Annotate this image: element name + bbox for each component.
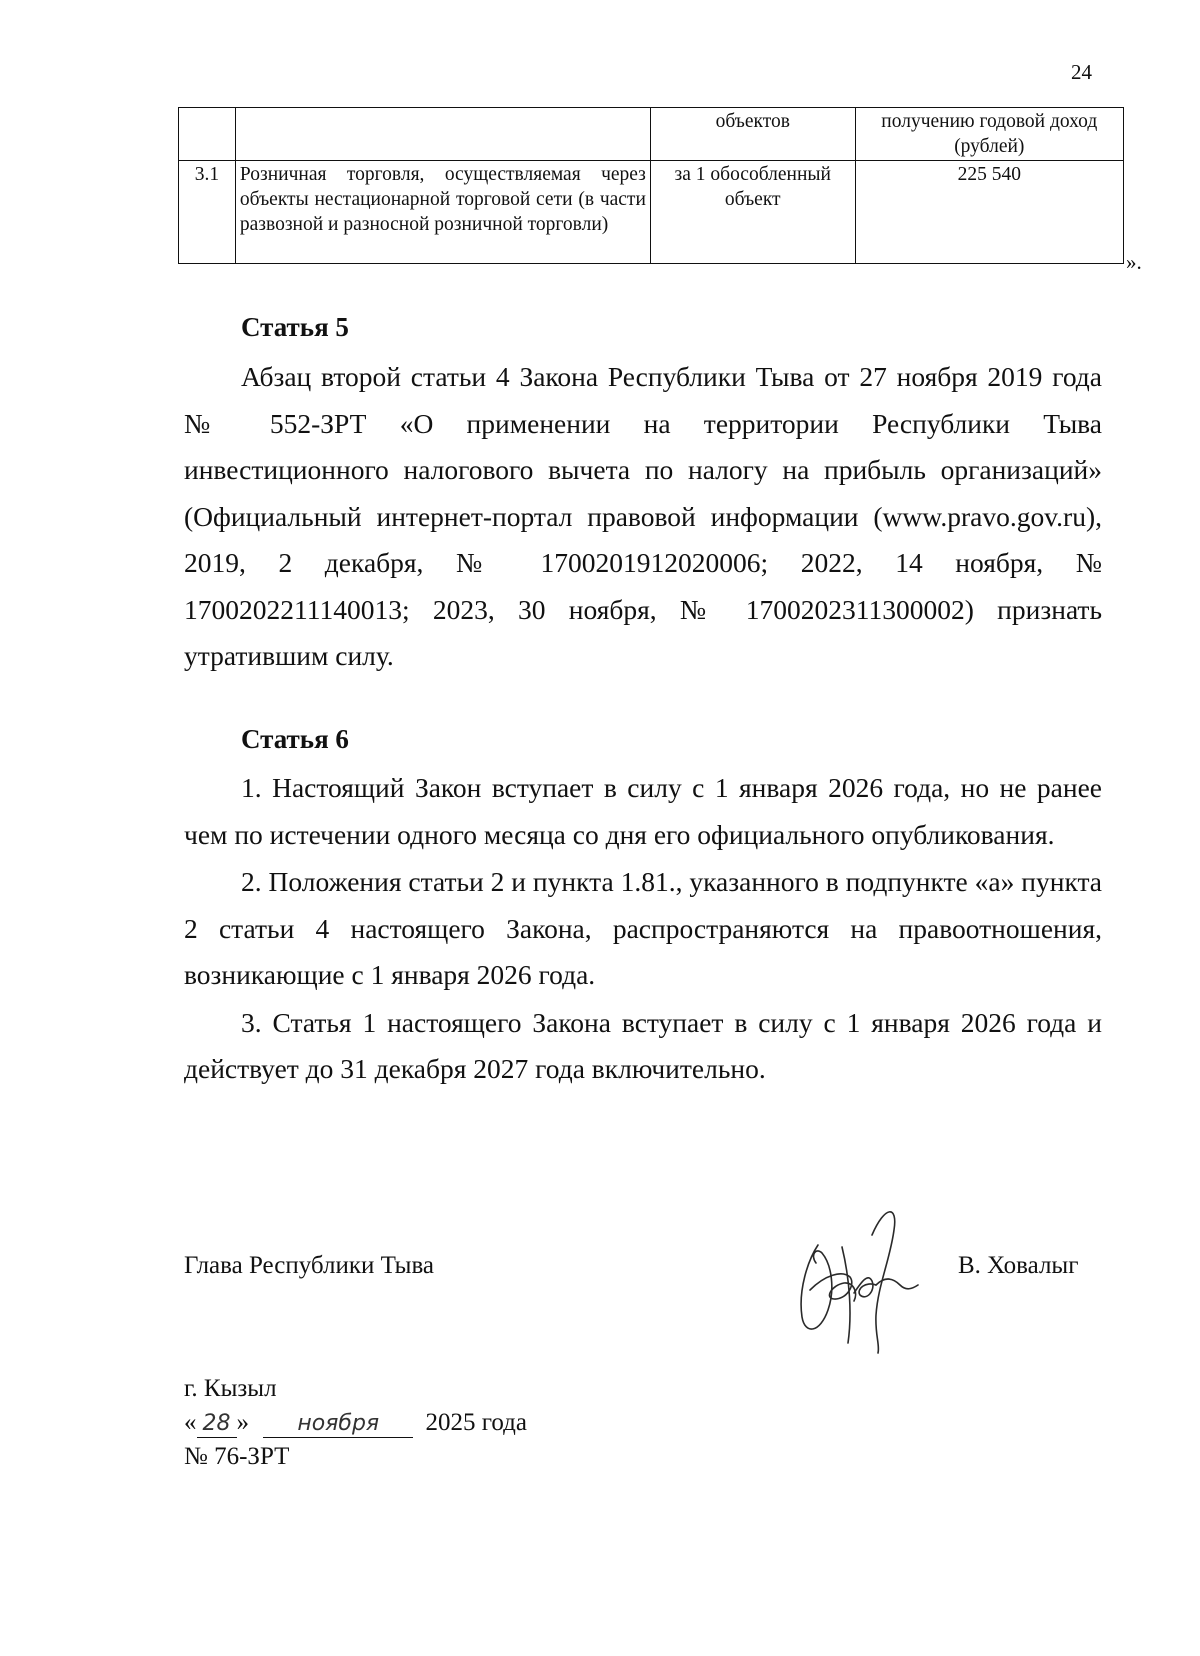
- table-row: [179, 108, 1124, 161]
- law-number: № 76-ЗРТ: [184, 1443, 290, 1470]
- article-5-paragraph: Абзац второй статьи 4 Закона Республики Тыва от 27 ноября 2019 года № 552-ЗРТ «О применении на территории Республики Тыва инвестиционного налогового вычета по налогу на прибыль организаций» (Официальный интернет-портал правовой информации (www.pravo.gov.ru), 2019, 2 декабря, № 1700201912020006; 2022, 14 ноября, № 1700202211140013; 2023, 30 ноября, № 1700202311300002) признать утратившим силу.: [184, 361, 1102, 671]
- handwritten-month: ноября: [263, 1411, 413, 1438]
- article-6-paragraph-2: 2. Положения статьи 2 и пункта 1.81., указанного в подпункте «а» пункта 2 статьи 4 настоящего Закона, распространяются на правоотношения, возникающие с 1 января 2026 года.: [184, 866, 1102, 990]
- article-6-body: [184, 765, 1102, 1093]
- article-5-body: [184, 354, 1102, 680]
- signer-name: В. Ховалыг: [958, 1252, 1079, 1279]
- year-text: 2025 года: [425, 1409, 527, 1436]
- article-6-paragraph-1: 1. Настоящий Закон вступает в силу с 1 января 2026 года, но не ранее чем по истечении одного месяца со дня его официального опубликования.: [184, 772, 1102, 850]
- table-cell-num: [179, 108, 236, 161]
- table-cell-activity: Розничная торговля, осуществляемая через объекты нестационарной торговой сети (в части развозной и разносной розничной торговли): [235, 161, 650, 264]
- table-cell-unit: за 1 обособленный объект: [650, 161, 855, 264]
- table-cell-income: 225 540: [855, 161, 1123, 264]
- date-line: « 28 » ноября 2025 года: [184, 1409, 527, 1436]
- handwritten-day: 28: [197, 1411, 237, 1438]
- tax-rate-table: [178, 107, 1124, 264]
- article-6-heading: Статья 6: [241, 724, 349, 754]
- page-number: 24: [1071, 60, 1092, 84]
- article-6-paragraph-3: 3. Статья 1 настоящего Закона вступает в силу с 1 января 2026 года и действует до 31 декабря 2027 года включительно.: [184, 1006, 1102, 1084]
- place-date-block: [184, 1372, 527, 1474]
- table-cell-activity: [235, 108, 650, 161]
- table-cell-unit: объектов: [650, 108, 855, 161]
- table-cell-income: получению годовой доход (рублей): [855, 108, 1123, 161]
- handwritten-signature: [780, 1185, 930, 1360]
- table-cell-num: 3.1: [179, 161, 236, 264]
- article-5-heading: Статья 5: [241, 312, 349, 342]
- city-label: г. Кызыл: [184, 1375, 277, 1402]
- table-row: [179, 161, 1124, 264]
- closing-quote: ».: [1126, 250, 1142, 274]
- signer-position: Глава Республики Тыва: [184, 1252, 435, 1279]
